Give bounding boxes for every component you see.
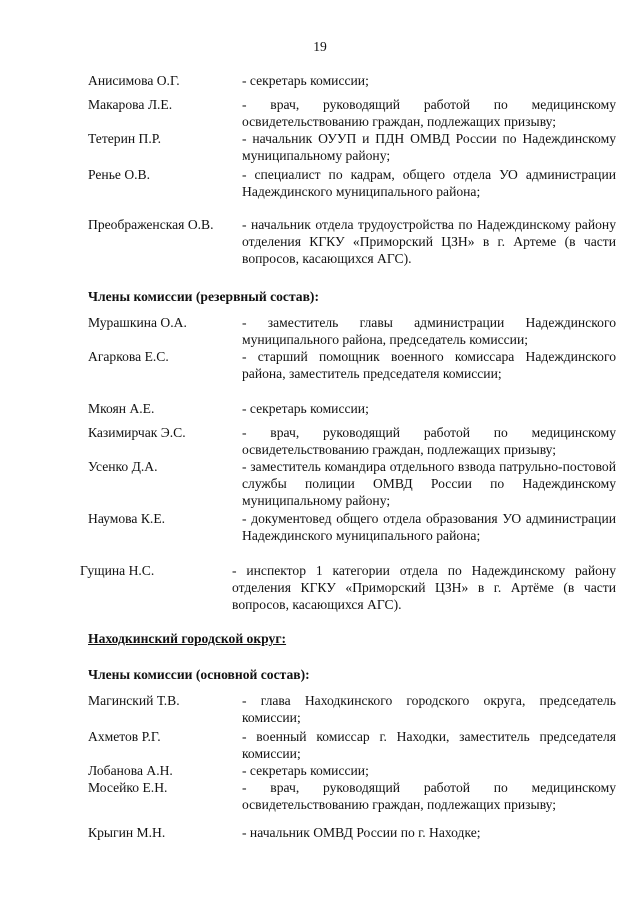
member-role: - секретарь комиссии; bbox=[242, 73, 369, 88]
member-name: Магинский Т.В. bbox=[88, 693, 180, 708]
member-name: Агаркова Е.С. bbox=[88, 349, 169, 364]
district-title: Находкинский городской округ: bbox=[88, 631, 287, 646]
member-name: Тетерин П.Р. bbox=[88, 131, 162, 146]
member-name: Лобанова А.Н. bbox=[88, 763, 173, 778]
member-role: - военный комиссар г. Находки, заместитель председателя комиссии; bbox=[242, 729, 616, 761]
member-name: Казимирчак Э.С. bbox=[88, 425, 186, 440]
member-role: - врач, руководящий работой по медицинскому освидетельствованию граждан, подлежащих призыву; bbox=[242, 97, 616, 129]
member-role: - заместитель главы администрации Надеждинского муниципального района, председатель комиссии; bbox=[242, 315, 616, 347]
member-name: Макарова Л.Е. bbox=[88, 97, 173, 112]
member-name: Усенко Д.А. bbox=[88, 459, 158, 474]
member-name: Гущина Н.С. bbox=[80, 563, 155, 578]
member-name: Мосейко Е.Н. bbox=[88, 780, 168, 795]
member-name: Анисимова О.Г. bbox=[88, 73, 180, 88]
member-role: - заместитель командира отдельного взвода патрульно-постовой службы полиции ОМВД России по Надеждинскому муниципальному району; bbox=[242, 459, 616, 508]
member-role: - специалист по кадрам, общего отдела УО администрации Надеждинского муниципального района; bbox=[242, 167, 616, 199]
member-role: - старший помощник военного комиссара Надеждинского района, заместитель председателя комиссии; bbox=[242, 349, 616, 381]
member-name: Преображенская О.В. bbox=[88, 217, 214, 232]
member-role: - врач, руководящий работой по медицинскому освидетельствованию граждан, подлежащих призыву; bbox=[242, 425, 616, 457]
member-name: Мкоян А.Е. bbox=[88, 401, 155, 416]
section-heading-reserve: Члены комиссии (резервный состав): bbox=[88, 289, 319, 304]
member-role: - инспектор 1 категории отдела по Надеждинскому району отделения КГКУ «Приморский ЦЗН» в г. Артёме (в части вопросов, касающихся АГС). bbox=[232, 563, 616, 612]
member-name: Ахметов Р.Г. bbox=[88, 729, 161, 744]
member-role: - врач, руководящий работой по медицинскому освидетельствованию граждан, подлежащих призыву; bbox=[242, 780, 616, 812]
section-heading-main: Члены комиссии (основной состав): bbox=[88, 667, 310, 682]
member-name: Наумова К.Е. bbox=[88, 511, 166, 526]
member-name: Ренье О.В. bbox=[88, 167, 151, 182]
member-role: - начальник ОУУП и ПДН ОМВД России по Надеждинскому муниципальному району; bbox=[242, 131, 616, 163]
member-role: - начальник отдела трудоустройства по Надеждинскому району отделения КГКУ «Приморский ЦЗН» в г. Артеме (в части вопросов, касающихся АГС). bbox=[242, 217, 616, 266]
member-name: Мурашкина О.А. bbox=[88, 315, 187, 330]
member-role: - секретарь комиссии; bbox=[242, 401, 369, 416]
member-name: Крыгин М.Н. bbox=[88, 825, 166, 840]
member-role: - секретарь комиссии; bbox=[242, 763, 369, 778]
member-role: - начальник ОМВД России по г. Находке; bbox=[242, 825, 481, 840]
member-role: - глава Находкинского городского округа, председатель комиссии; bbox=[242, 693, 616, 725]
member-role: - документовед общего отдела образования УО администрации Надеждинского муниципального района; bbox=[242, 511, 616, 543]
page-number: 19 bbox=[313, 39, 327, 54]
